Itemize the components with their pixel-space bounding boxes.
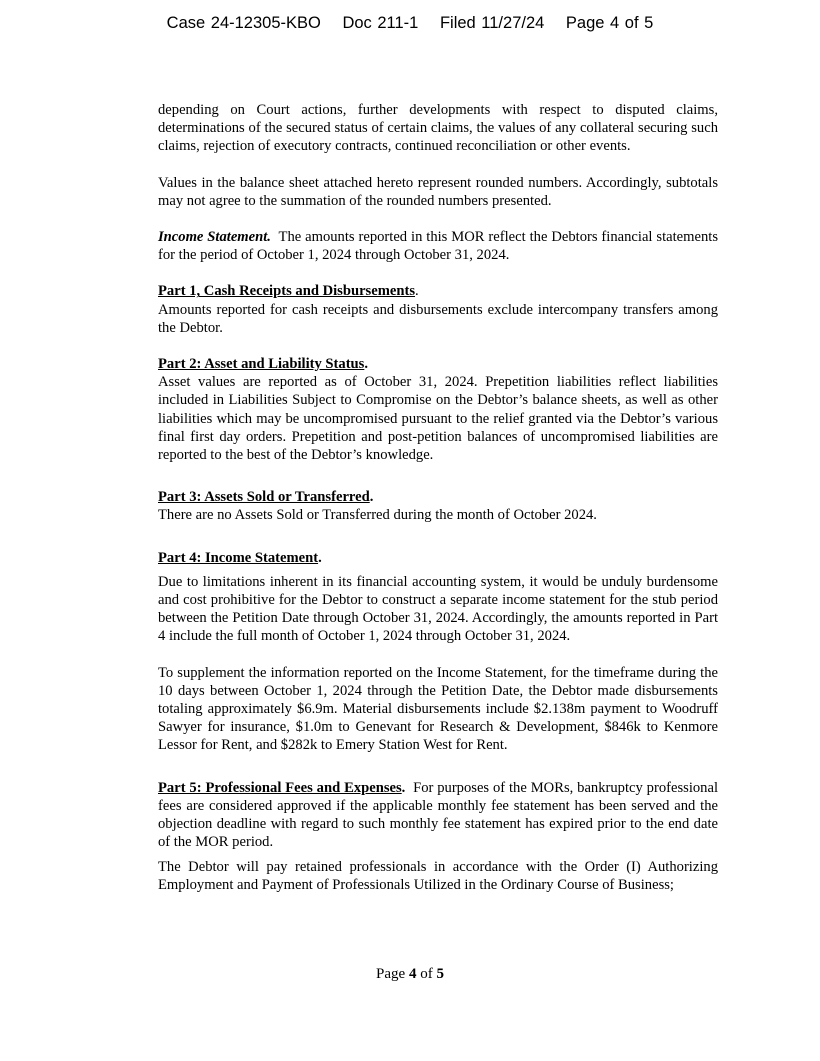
- part3-text: There are no Assets Sold or Transferred during the month of October 2024.: [158, 507, 597, 524]
- filed-date: Filed 11/27/24: [439, 14, 545, 32]
- paragraph-continued: depending on Court actions, further developments with respect to disputed claims, determinations of the secured status of certain claims, the values of any collateral securing such claims, rejection of executory contracts, continued reconciliation or other events.: [158, 102, 718, 155]
- header-page: Page 4 of 5: [565, 14, 654, 32]
- income-statement-label: Income Statement.: [158, 229, 271, 246]
- part2-heading-line: Part 2: Asset and Liability Status.: [158, 356, 369, 373]
- part4-text-2: To supplement the information reported on the Income Statement, for the timeframe during the 10 days between October 1, 2024 through the Petition Date, the Debtor made disbursements totaling approximately $6.9m. Material disbursements include $2.138m payment to Woodruff Sawyer for insurance, $1.0m to Genevant for Research & Development, $846k to Kenmore Lessor for Rent, and $282k to Emery Station West for Rent.: [158, 664, 718, 754]
- footer-prefix: Page: [376, 966, 409, 982]
- part5-text: For purposes of the MORs, bankruptcy professional fees are considered approved if the applicable monthly fee statement has been served and the objection deadline with regard to such monthly fee statement has expired prior to the end date of the MOR period.: [158, 779, 719, 851]
- page-footer: [0, 966, 820, 983]
- paragraph-rounded-values: Values in the balance sheet attached hereto represent rounded numbers. Accordingly, subtotals may not agree to the summation of the rounded numbers presented.: [158, 174, 718, 209]
- part5-text-2: The Debtor will pay retained professionals in accordance with the Order (I) Authorizing Employment and Payment of Professionals Utilized in the Ordinary Course of Business;: [158, 858, 718, 893]
- case-number: Case 24-12305-KBO: [166, 14, 321, 32]
- part1-heading-line: Part 1, Cash Receipts and Disbursements.: [158, 283, 419, 300]
- footer-current-page: 4: [408, 966, 417, 982]
- part5-heading: Part 5: Professional Fees and Expenses: [158, 779, 402, 796]
- part5-paragraph: Part 5: Professional Fees and Expenses. For purposes of the MORs, bankruptcy professional fees are considered approved if the applicable monthly fee statement has been served and the objection deadline with regard to such monthly fee statement has expired prior to the end date of the MOR period.: [158, 779, 719, 851]
- footer-middle: of: [416, 966, 437, 982]
- doc-number: Doc 211-1: [342, 14, 419, 32]
- part2-heading: Part 2: Asset and Liability Status: [158, 356, 365, 373]
- part4-text-1: Due to limitations inherent in its financial accounting system, it would be unduly burdensome and cost prohibitive for the Debtor to construct a separate income statement for the stub period between the Petition Date through October 31, 2024. Accordingly, the amounts reported in Part 4 include the full month of October 1, 2024 through October 31, 2024.: [158, 573, 718, 645]
- part3-heading-line: Part 3: Assets Sold or Transferred.: [158, 489, 374, 506]
- page-header: [0, 14, 820, 33]
- part4-heading-line: Part 4: Income Statement.: [158, 549, 322, 566]
- income-statement-text: The amounts reported in this MOR reflect the Debtors financial statements for the period of October 1, 2024 through October 31, 2024.: [158, 229, 718, 264]
- part1-text: Amounts reported for cash receipts and disbursements exclude intercompany transfers among the Debtor.: [158, 301, 718, 336]
- footer-total-pages: 5: [436, 966, 444, 982]
- part3-heading: Part 3: Assets Sold or Transferred: [158, 489, 370, 506]
- document-body: [158, 101, 718, 894]
- part1-heading: Part 1, Cash Receipts and Disbursements: [158, 283, 416, 300]
- part2-text: Asset values are reported as of October 31, 2024. Prepetition liabilities reflect liabilities included in Liabilities Subject to Compromise on the Debtor’s balance sheets, as well as other liabilities which may be uncompromised pursuant to the relief granted via the Debtor’s various final first day orders. Prepetition and post-petition balances of uncompromised liabilities are reported to the best of the Debtor’s knowledge.: [158, 374, 718, 464]
- income-statement-paragraph: [158, 228, 718, 264]
- part4-heading: Part 4: Income Statement: [158, 549, 319, 566]
